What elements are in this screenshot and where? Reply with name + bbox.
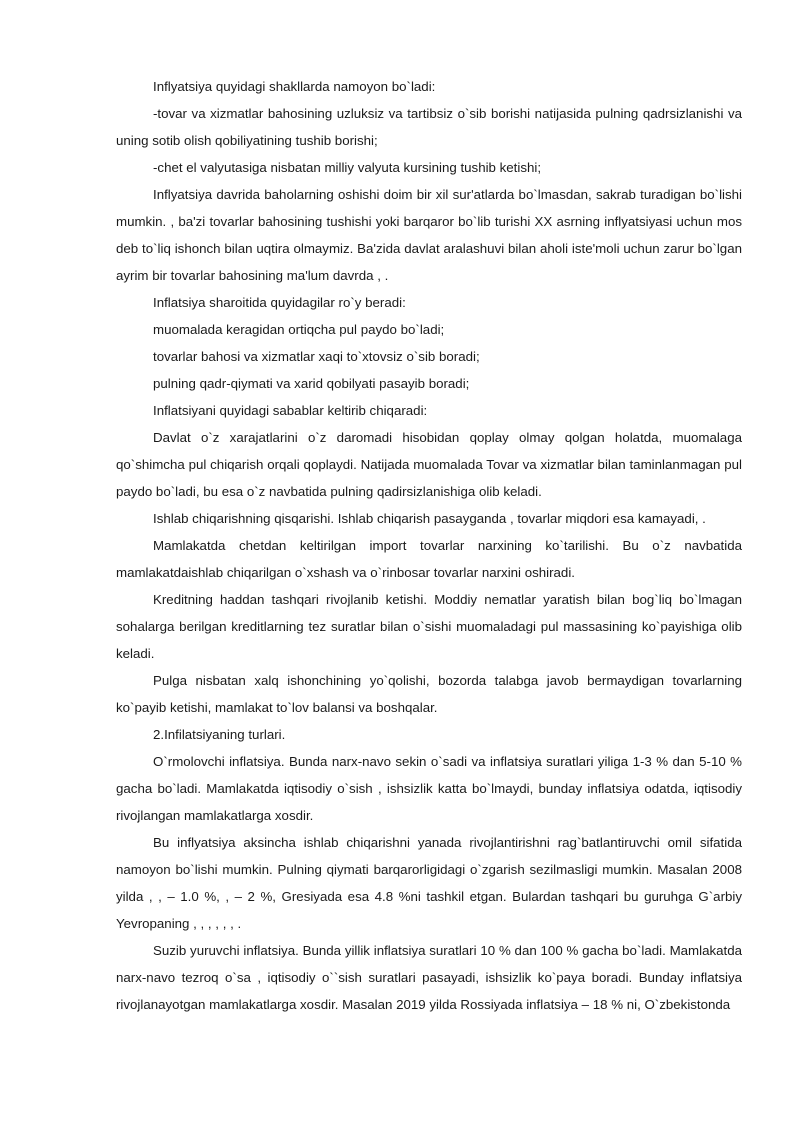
paragraph: pulning qadr-qiymati va xarid qobilyati pasayib boradi; xyxy=(153,376,470,391)
paragraph: Inflyatsiya davrida baholarning oshishi doim bir xil sur'atlarda bo`lmasdan, sakrab turadigan bo`lishi mumkin. , ba'zi tovarlar bahosining tushishi yoki barqaror bo`lib turishi XX asrning inflyatsiyasi uchun mos deb to`liq ishonch bilan uqtira olmaymiz. Ba'zida davlat aralashuvi bilan aholi iste'moli uchun zarur bo`lgan ayrim bir tovarlar bahosining ma'lum davrda , . xyxy=(116,187,742,283)
paragraph: Inflatsiyani quyidagi sabablar keltirib chiqaradi: xyxy=(153,403,428,418)
paragraph: O`rmolovchi inflatsiya. Bunda narx-navo sekin o`sadi va inflatsiya suratlari yiliga 1-3 % dan 5-10 % gacha bo`ladi. Mamlakatda iqtisodiy o`sish , ishsizlik katta bo`lmaydi, bunday inflatsiya odatda, iqtisodiy rivojlangan mamlakatlarga xosdir. xyxy=(116,754,742,823)
paragraph: Pulga nisbatan xalq ishonchining yo`qolishi, bozorda talabga javob bermaydigan tovarlarning ko`payib ketishi, mamlakat to`lov balansi va boshqalar. xyxy=(116,673,742,715)
section-heading: 2.Infilatsiyaning turlari. xyxy=(153,727,286,742)
paragraph: tovarlar bahosi va xizmatlar xaqi to`xtovsiz o`sib boradi; xyxy=(153,349,480,364)
paragraph: Mamlakatda chetdan keltirilgan import tovarlar narxining ko`tarilishi. Bu o`z navbatida mamlakatdaishlab chiqarilgan o`xshash va o`rinbosar tovarlar narxini oshiradi. xyxy=(116,538,742,580)
paragraph: -tovar va xizmatlar bahosining uzluksiz va tartibsiz o`sib borishi natijasida pulning qadrsizlanishi va uning sotib olish qobiliyatining tushib borishi; xyxy=(116,106,742,148)
paragraph: Inflyatsiya quyidagi shakllarda namoyon bo`ladi: xyxy=(153,79,436,94)
paragraph: Ishlab chiqarishning qisqarishi. Ishlab chiqarish pasayganda , tovarlar miqdori esa kamayadi, . xyxy=(153,511,706,526)
paragraph: Kreditning haddan tashqari rivojlanib ketishi. Moddiy nematlar yaratish bilan bog`liq bo`lmagan sohalarga berilgan kreditlarning tez suratlar bilan o`sishi muomaladagi pul massasining ko`payishiga olib keladi. xyxy=(116,592,742,661)
paragraph: Inflatsiya sharoitida quyidagilar ro`y beradi: xyxy=(153,295,406,310)
document-page xyxy=(116,73,742,1018)
paragraph: muomalada keragidan ortiqcha pul paydo bo`ladi; xyxy=(153,322,445,337)
paragraph: -chet el valyutasiga nisbatan milliy valyuta kursining tushib ketishi; xyxy=(153,160,542,175)
paragraph: Suzib yuruvchi inflatsiya. Bunda yillik inflatsiya suratlari 10 % dan 100 % gacha bo`ladi. Mamlakatda narx-navo tezroq o`sa , iqtisodiy o``sish suratlari pasayadi, ishsizlik ko`paya boradi. Bunday inflatsiya rivojlanayotgan mamlakatlarga xosdir. Masalan 2019 yilda Rossiyada inflatsiya – 18 % ni, O`zbekistonda xyxy=(116,943,742,1012)
paragraph: Davlat o`z xarajatlarini o`z daromadi hisobidan qoplay olmay qolgan holatda, muomalaga qo`shimcha pul chiqarish orqali qoplaydi. Natijada muomalada Tovar va xizmatlar bilan taminlanmagan pul paydo bo`ladi, bu esa o`z navbatida pulning qadirsizlanishiga olib keladi. xyxy=(116,430,742,499)
paragraph: Bu inflyatsiya aksincha ishlab chiqarishni yanada rivojlantirishni rag`batlantiruvchi omil sifatida namoyon bo`lishi mumkin. Pulning qiymati barqarorligidagi o`zgarish sezilmasligi mumkin. Masalan 2008 yilda , , – 1.0 %, , – 2 %, Gresiyada esa 4.8 %ni tashkil etgan. Bulardan tashqari bu guruhga G`arbiy Yevropaning , , , , , , . xyxy=(116,835,742,931)
